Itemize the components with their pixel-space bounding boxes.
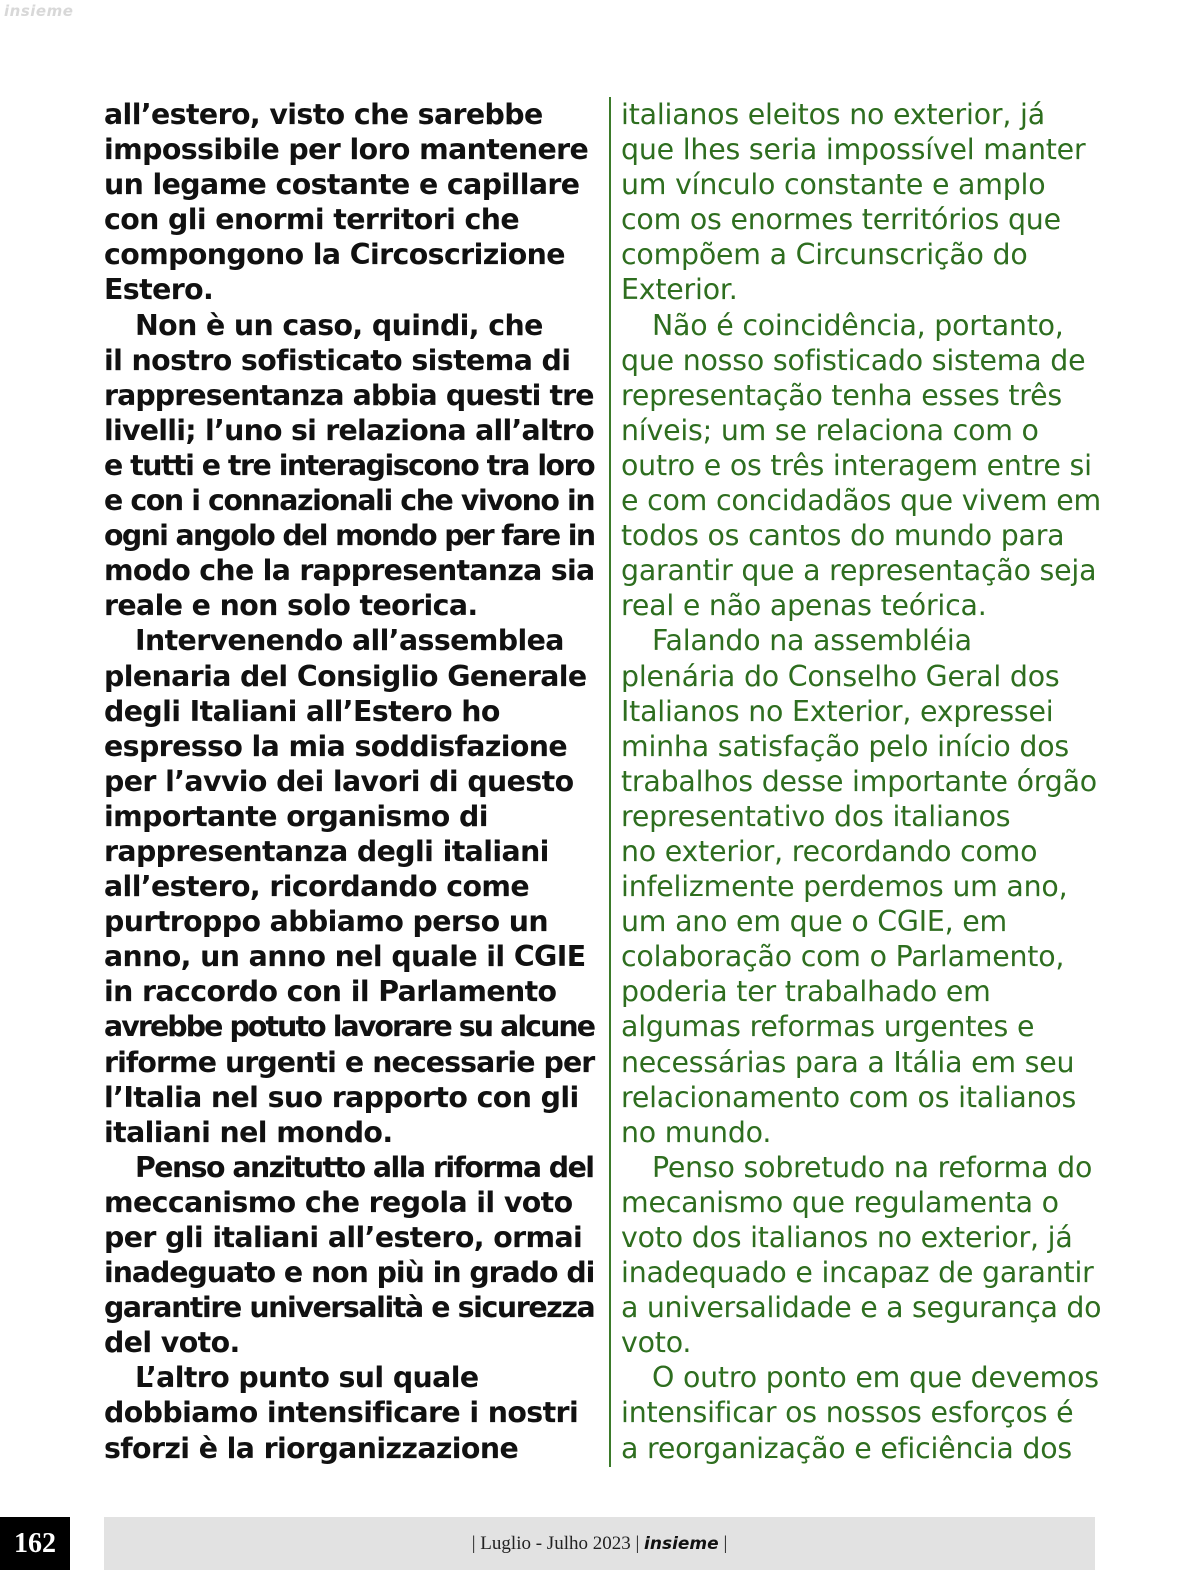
portuguese-text-line: um ano em que o CGIE, em: [621, 905, 1008, 939]
portuguese-text-line: a reorganização e eficiência dos: [621, 1431, 1072, 1465]
portuguese-text-line: voto.: [621, 1326, 692, 1360]
portuguese-text-line: níveis; um se relaciona com o: [621, 413, 1039, 447]
italian-text-line: l’Italia nel suo rapporto con gli: [104, 1080, 579, 1114]
portuguese-column: [621, 97, 1101, 1466]
portuguese-text-line: Falando na assembléia: [652, 624, 972, 658]
italian-text-line: compongono la Circoscrizione: [104, 238, 565, 272]
italian-text-line: italiani nel mondo.: [104, 1115, 393, 1149]
italian-text-line: riforme urgenti e necessarie per: [104, 1045, 595, 1079]
watermark-logo: insieme: [4, 2, 74, 20]
portuguese-text-line: no mundo.: [621, 1115, 772, 1149]
italian-text-line: meccanismo che regola il voto: [104, 1185, 573, 1219]
portuguese-text-line: representação tenha esses três: [621, 378, 1063, 412]
column-divider: [609, 97, 611, 1467]
italian-text-line: dobbiamo intensificare i nostri: [104, 1396, 579, 1430]
portuguese-text-line: a universalidade e a segurança do: [621, 1291, 1102, 1325]
italian-text-line: ogni angolo del mondo per fare in: [104, 519, 595, 553]
footer-issue-date: | Luglio - Julho 2023 |: [471, 1533, 640, 1554]
italian-text-line: Estero.: [104, 273, 214, 307]
portuguese-text-line: representativo dos italianos: [621, 799, 1011, 833]
italian-text-line: modo che la rappresentanza sia: [104, 554, 595, 588]
portuguese-text-line: e com concidadãos que vivem em: [621, 484, 1101, 518]
portuguese-text-line: poderia ter trabalhado em: [621, 975, 991, 1009]
portuguese-text-line: todos os cantos do mundo para: [621, 519, 1065, 553]
italian-text-line: espresso la mia soddisfazione: [104, 729, 568, 763]
italian-text-line: reale e non solo teorica.: [104, 589, 478, 623]
italian-text-line: impossibile per loro mantenere: [104, 133, 589, 167]
italian-text-line: il nostro sofisticato sistema di: [104, 343, 571, 377]
portuguese-text-line: relacionamento com os italianos: [621, 1080, 1077, 1114]
portuguese-text-line: algumas reformas urgentes e: [621, 1010, 1035, 1044]
portuguese-text-line: voto dos italianos no exterior, já: [621, 1221, 1073, 1254]
footer-issue-info: [104, 1517, 1095, 1570]
portuguese-text-line: O outro ponto em que devemos: [652, 1361, 1099, 1395]
italian-text-line: con gli enormi territori che: [104, 203, 520, 237]
italian-text-line: sforzi è la riorganizzazione: [104, 1431, 519, 1465]
italian-text-line: rappresentanza abbia questi tre: [104, 378, 594, 412]
portuguese-text-line: outro e os três interagem entre si: [621, 448, 1092, 482]
portuguese-text-line: um vínculo constante e amplo: [621, 168, 1046, 202]
portuguese-text-line: no exterior, recordando como: [621, 834, 1038, 868]
portuguese-text-line: que nosso sofisticado sistema de: [621, 343, 1086, 377]
portuguese-text-line: garantir que a representação seja: [621, 554, 1097, 588]
portuguese-text-line: infelizmente perdemos um ano,: [621, 870, 1068, 904]
italian-text-line: e con i connazionali che vivono in: [104, 484, 595, 518]
italian-text-line: all’estero, ricordando come: [104, 870, 530, 904]
italian-text-line: purtroppo abbiamo perso un: [104, 905, 549, 939]
italian-text-line: plenaria del Consiglio Generale: [104, 659, 587, 693]
portuguese-text-line: Penso sobretudo na reforma do: [652, 1150, 1093, 1184]
italian-text-line: importante organismo di: [104, 799, 488, 833]
italian-text-line: del voto.: [104, 1326, 240, 1360]
italian-text-line: anno, un anno nel quale il CGIE: [104, 940, 586, 974]
italian-column: [104, 97, 594, 1466]
italian-text-line: Non è un caso, quindi, che: [135, 308, 543, 342]
italian-text-line: per l’avvio dei lavori di questo: [104, 764, 574, 798]
italian-text-line: e tutti e tre interagiscono tra loro: [104, 448, 595, 482]
italian-text-line: un legame costante e capillare: [104, 168, 580, 202]
italian-text-line: garantire universalità e sicurezza: [104, 1291, 595, 1325]
portuguese-text-line: real e não apenas teórica.: [621, 589, 987, 623]
portuguese-text-line: intensificar os nossos esforços é: [621, 1396, 1074, 1430]
italian-text-line: Intervenendo all’assemblea: [135, 624, 564, 658]
portuguese-text-line: com os enormes territórios que: [621, 203, 1061, 237]
italian-text-line: in raccordo con il Parlamento: [104, 975, 557, 1009]
italian-text-line: L’altro punto sul quale: [135, 1361, 479, 1395]
portuguese-text-line: trabalhos desse importante órgão: [621, 764, 1097, 798]
portuguese-text-line: inadequado e incapaz de garantir: [621, 1256, 1094, 1290]
italian-text-line: livelli; l’uno si relaziona all’altro: [104, 413, 594, 447]
portuguese-text-line: colaboração com o Parlamento,: [621, 940, 1065, 974]
italian-text-line: Penso anzitutto alla riforma del: [135, 1150, 594, 1184]
italian-text-line: degli Italiani all’Estero ho: [104, 694, 500, 728]
italian-text-line: avrebbe potuto lavorare su alcune: [104, 1010, 595, 1044]
italian-text-line: rappresentanza degli italiani: [104, 834, 549, 868]
portuguese-text-line: plenária do Conselho Geral dos: [621, 659, 1060, 693]
portuguese-text-line: necessárias para a Itália em seu: [621, 1045, 1075, 1079]
portuguese-text-line: minha satisfação pelo início dos: [621, 729, 1069, 763]
footer-issue-suffix: |: [723, 1533, 728, 1554]
footer-brand-logo: insieme: [644, 1534, 719, 1554]
italian-text-line: per gli italiani all’estero, ormai: [104, 1221, 583, 1254]
italian-text-line: inadeguato e non più in grado di: [104, 1256, 595, 1290]
page-number: 162: [0, 1517, 70, 1570]
portuguese-text-line: Italianos no Exterior, expressei: [621, 694, 1054, 728]
portuguese-text-line: que lhes seria impossível manter: [621, 133, 1086, 167]
portuguese-text-line: mecanismo que regulamenta o: [621, 1185, 1059, 1219]
portuguese-text-line: Exterior.: [621, 273, 738, 307]
portuguese-text-line: compõem a Circunscrição do: [621, 238, 1028, 272]
portuguese-text-line: italianos eleitos no exterior, já: [621, 98, 1045, 131]
portuguese-text-line: Não é coincidência, portanto,: [652, 308, 1064, 342]
italian-text-line: all’estero, visto che sarebbe: [104, 98, 543, 131]
